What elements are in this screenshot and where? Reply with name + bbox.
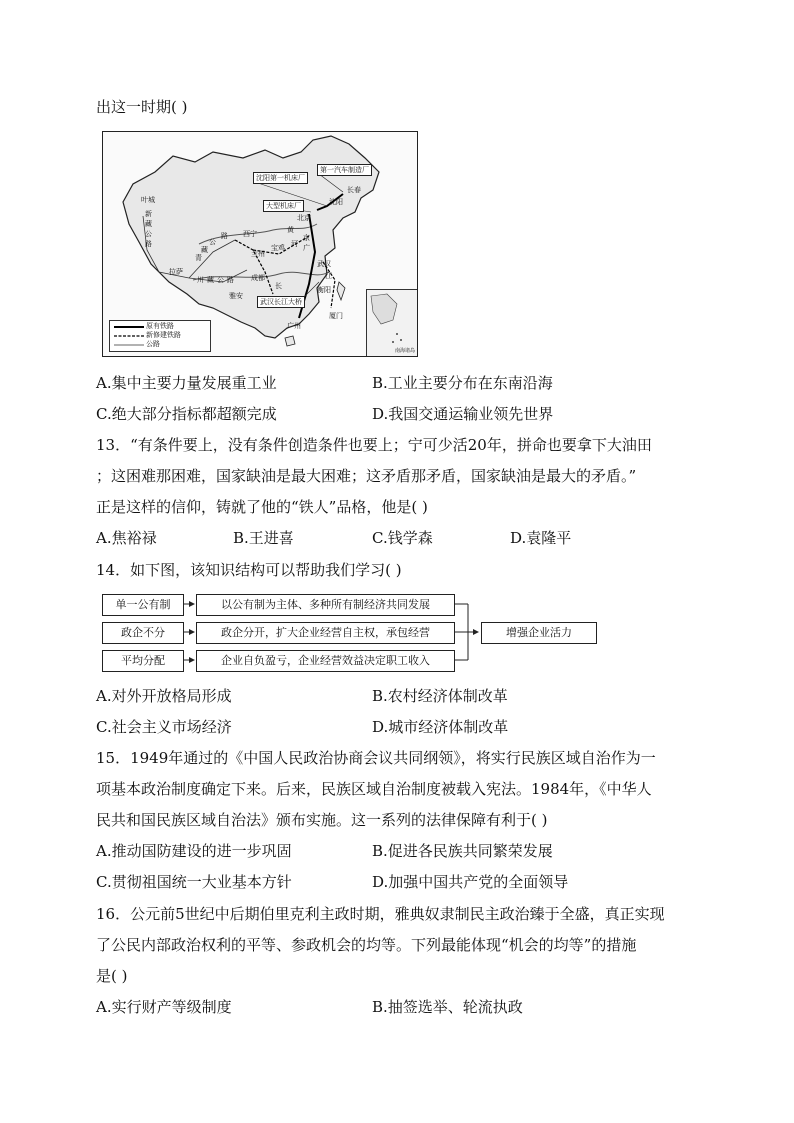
diagram-middle-2: 政企分开，扩大企业经营自主权，承包经营 — [196, 622, 455, 644]
road-qingzang-1: 青 — [195, 254, 202, 262]
diagram-result: 增强企业活力 — [481, 622, 597, 644]
road-chuanzang-2: 藏 — [207, 276, 214, 284]
q15-option-d[interactable]: D.加强中国共产党的全面领导 — [372, 873, 569, 891]
legend-new-rail: 新修建铁路 — [146, 331, 181, 339]
diagram-left-3: 平均分配 — [102, 650, 184, 672]
city-guangzhou: 广州 — [287, 322, 301, 330]
label-yellow: 黄 — [287, 226, 294, 234]
box-shenyang-machine-tool: 沈阳第一机床厂 — [253, 172, 308, 184]
diagram-left-2: 政企不分 — [102, 622, 184, 644]
city-shenyang: 沈阳 — [329, 198, 343, 206]
q15-stem-line-2: 项基本政治制度确定下来。后来，民族区域自治制度被载入宪法。1984年，《中华人 — [96, 780, 652, 798]
q13-stem-line-3: 正是这样的信仰，铸就了他的“铁人”品格，他是( ) — [96, 498, 428, 516]
q16-stem-line-3: 是( ) — [96, 967, 128, 985]
city-yaan: 雅安 — [229, 292, 243, 300]
road-xinzang-3: 公 — [145, 230, 152, 238]
city-hengyang: 衡阳 — [317, 286, 331, 294]
q16-option-b[interactable]: B.抽签选举、轮流执政 — [372, 998, 523, 1016]
label-jing: 京 — [303, 234, 310, 242]
road-xinzang-4: 路 — [145, 240, 152, 248]
q13-stem-line-1: 13．“有条件要上，没有条件创造条件也要上；宁可少活20年，拼命也要拿下大油田 — [96, 436, 652, 454]
q15-option-c[interactable]: C.贯彻祖国统一大业基本方针 — [96, 873, 292, 891]
city-lanzhou: 兰州 — [251, 250, 265, 258]
q13-option-c[interactable]: C.钱学森 — [372, 529, 433, 547]
road-xinzang-1: 新 — [145, 210, 152, 218]
road-chuanzang-4: 路 — [227, 276, 234, 284]
q12-option-a[interactable]: A.集中主要力量发展重工业 — [96, 374, 277, 392]
diagram-left-1: 单一公有制 — [102, 594, 184, 616]
q12-option-d[interactable]: D.我国交通运输业领先世界 — [372, 405, 554, 423]
q15-stem-line-1: 15．1949年通过的《中国人民政治协商会议共同纲领》，将实行民族区域自治作为一 — [96, 749, 656, 767]
city-wuhan: 武汉 — [317, 260, 331, 268]
q13-stem-line-2: ；这困难那困难，国家缺油是最大困难；这矛盾那矛盾，国家缺油是最大的矛盾。” — [96, 467, 637, 485]
legend-road: 公路 — [146, 340, 160, 348]
road-chuanzang-3: 公 — [217, 276, 224, 284]
q13-option-a[interactable]: A.焦裕禄 — [96, 529, 157, 547]
q12-option-c[interactable]: C.绝大部分指标都超额完成 — [96, 405, 277, 423]
city-lasa: 拉萨 — [169, 268, 183, 276]
q14-option-b[interactable]: B.农村经济体制改革 — [372, 687, 508, 705]
road-qingzang-2: 藏 — [201, 246, 208, 254]
inset-label: 南海诸岛 — [394, 348, 415, 354]
q15-stem-line-3: 民共和国民族区域自治法》颁布实施。这一系列的法律保障有利于( ) — [96, 811, 548, 829]
city-beijing: 北京 — [297, 214, 311, 222]
label-chang: 长 — [275, 282, 282, 290]
q15-option-b[interactable]: B.促进各民族共同繁荣发展 — [372, 842, 553, 860]
q16-option-a[interactable]: A.实行财产等级制度 — [96, 998, 232, 1016]
box-wuhan-bridge: 武汉长江大桥 — [257, 296, 305, 308]
q14-option-c[interactable]: C.社会主义市场经济 — [96, 718, 232, 736]
q15-option-a[interactable]: A.推动国防建设的进一步巩固 — [96, 842, 292, 860]
city-xiamen: 厦门 — [329, 312, 343, 320]
q12-option-b[interactable]: B.工业主要分布在东南沿海 — [372, 374, 553, 392]
box-heavy-machine-plant: 大型机床厂 — [263, 200, 304, 212]
city-yecheng: 叶城 — [141, 196, 155, 204]
legend-old-rail: 原有铁路 — [146, 322, 174, 330]
city-changchun: 长春 — [347, 186, 361, 194]
city-xining: 西宁 — [243, 230, 257, 238]
diagram-middle-3: 企业自负盈亏，企业经营效益决定职工收入 — [196, 650, 455, 672]
road-qingzang-3: 公 — [209, 238, 216, 246]
diagram-middle-1: 以公有制为主体、多种所有制经济共同发展 — [196, 594, 455, 616]
label-jiang: 江 — [325, 272, 332, 280]
q13-option-b[interactable]: B.王进喜 — [233, 529, 294, 547]
q14-option-a[interactable]: A.对外开放格局形成 — [96, 687, 232, 705]
q16-stem-line-1: 16．公元前5世纪中后期伯里克利主政时期，雅典奴隶制民主政治臻于全盛，真正实现 — [96, 905, 665, 923]
q14-stem: 14．如下图，该知识结构可以帮助我们学习( ) — [96, 561, 402, 579]
city-baoji: 宝鸡 — [271, 244, 285, 252]
road-qingzang-4: 路 — [221, 232, 228, 240]
label-guang: 广 — [303, 244, 310, 252]
box-first-auto-plant: 第一汽车制造厂 — [317, 164, 372, 176]
label-river: 河 — [291, 240, 298, 248]
q14-option-d[interactable]: D.城市经济体制改革 — [372, 718, 509, 736]
road-chuanzang-1: 川 — [197, 276, 204, 284]
road-xinzang-2: 藏 — [145, 220, 152, 228]
q16-stem-line-2: 了公民内部政治权利的平等、参政机会的均等。下列最能体现“机会的均等”的措施 — [96, 936, 637, 954]
q13-option-d[interactable]: D.袁隆平 — [510, 529, 572, 547]
city-chengdu: 成都 — [251, 274, 265, 282]
question-12-stem-end: 出这一时期( ) — [96, 98, 188, 116]
